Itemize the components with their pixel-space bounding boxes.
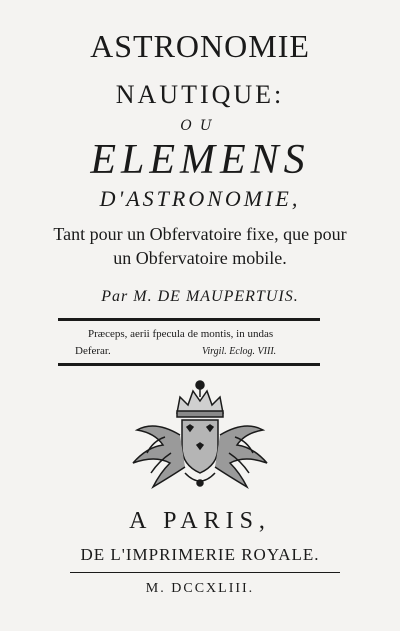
title-line-astronomie: ASTRONOMIE: [90, 28, 310, 64]
author-line: Par M. DE MAUPERTUIS.: [101, 288, 299, 305]
subtitle-line-1: Tant pour un Obfervatoire fixe, que pour: [53, 224, 347, 244]
epigraph-line-2: Deferar.: [75, 345, 111, 357]
epigraph-line-1: Præceps, aerii fpecula de montis, in undas: [88, 328, 274, 340]
imprint-city: A PARIS,: [129, 508, 271, 534]
imprint-printer: DE L'IMPRIMERIE ROYALE.: [80, 545, 320, 564]
royal-arms-emblem: [125, 375, 275, 495]
subtitle-line-2: un Obfervatoire mobile.: [113, 248, 287, 268]
imprint-rule: [70, 572, 340, 573]
epigraph-top-rule: [58, 318, 320, 321]
title-line-nautique: NAUTIQUE:: [115, 80, 285, 109]
epigraph-bottom-rule: [58, 363, 320, 366]
imprint-year: M. DCCXLIII.: [145, 581, 255, 596]
title-line-elemens: ELEMENS: [90, 137, 310, 183]
title-line-dastronomie: D'ASTRONOMIE,: [99, 186, 301, 211]
epigraph-source: Virgil. Eclog. VIII.: [202, 346, 277, 357]
title-line-ou: OU: [180, 118, 220, 134]
